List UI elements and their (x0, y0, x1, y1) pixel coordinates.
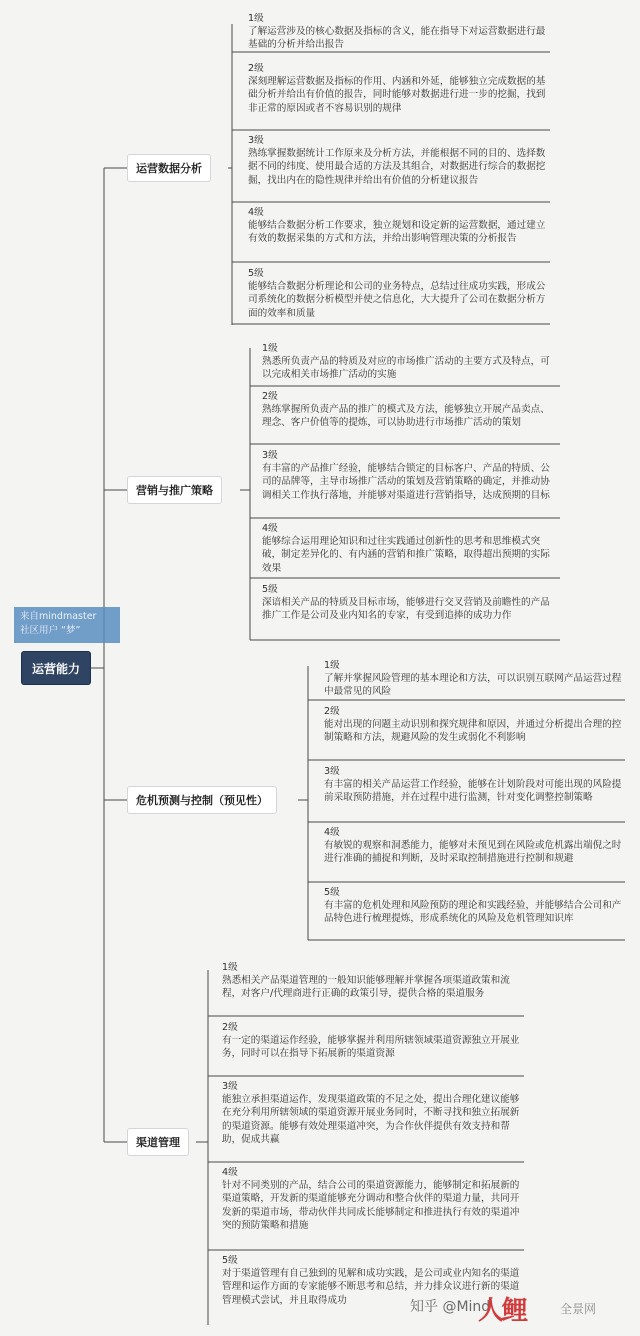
level-text: 深谙相关产品的特质及目标市场，能够进行交叉营销及前瞻性的产品推广工作是公司及业内知名的专家，有受到追捧的成功力作 (262, 597, 550, 622)
level-label: 2级 (262, 391, 278, 402)
topic-channel-management[interactable] (127, 1128, 189, 1156)
level-label: 5级 (222, 1255, 238, 1266)
watermark-badge (14, 607, 120, 643)
level-text: 有敏锐的观察和洞悉能力，能够对未预见到在风险或危机露出端倪之时进行准确的捕捉和判断，及时采取控制措施进行控制和规避 (324, 840, 622, 865)
level-label: 5级 (262, 584, 278, 595)
level-label: 1级 (324, 660, 340, 671)
level-text: 有丰富的危机处理和风险预防的理论和实践经验，并能够结合公司和产品特色进行梳理提炼，形成系统化的风险及危机管理知识库 (324, 900, 622, 925)
root-topic[interactable] (22, 652, 90, 684)
level-node[interactable] (262, 522, 558, 575)
level-node[interactable] (262, 449, 558, 502)
topic-marketing[interactable] (127, 476, 222, 504)
watermark-line-1: 来自mindmaster (20, 611, 97, 622)
level-text: 熟悉所负责产品的特质及对应的市场推广活动的主要方式及特点，可以完成相关市场推广活动的实施 (262, 356, 550, 381)
level-label: 4级 (248, 207, 264, 218)
level-text: 能够综合运用理论知识和过往实践通过创新性的思考和思维模式突破，制定差异化的、有内涵的营销和推广策略，取得超出预期的实际效果 (262, 536, 550, 574)
level-node[interactable] (248, 62, 548, 115)
level-label: 1级 (262, 343, 278, 354)
level-node[interactable] (262, 583, 558, 623)
level-text: 了解运营涉及的核心数据及指标的含义，能在指导下对运营数据进行最基础的分析并给出报告 (248, 26, 546, 51)
level-text: 能够结合数据分析工作要求，独立规划和设定新的运营数据，通过建立有效的数据采集的方式和方法，并给出影响管理决策的分析报告 (248, 220, 546, 245)
level-label: 3级 (262, 450, 278, 461)
topic-label: 危机预测与控制（预见性） (136, 794, 268, 807)
level-node[interactable] (222, 1166, 522, 1232)
level-label: 1级 (222, 962, 238, 973)
level-label: 2级 (248, 63, 264, 74)
level-label: 3级 (324, 766, 340, 777)
level-node[interactable] (262, 342, 558, 382)
root-topic-label: 运营能力 (31, 661, 80, 676)
topic-crisis-control[interactable] (127, 786, 277, 814)
level-node[interactable] (222, 961, 522, 1001)
level-node[interactable] (324, 705, 624, 745)
level-node[interactable] (248, 206, 548, 246)
level-node[interactable] (248, 12, 548, 52)
level-text: 深刻理解运营数据及指标的作用、内涵和外延，能够独立完成数据的基础分析并给出有价值的报告，同时能够对数据进行进一步的挖掘，找到非正常的原因或者不容易识别的规律 (248, 76, 546, 114)
level-node[interactable] (222, 1080, 522, 1146)
level-node[interactable] (324, 826, 624, 866)
level-label: 4级 (324, 827, 340, 838)
level-label: 1级 (248, 13, 264, 24)
level-node[interactable] (248, 267, 548, 320)
level-text: 能对出现的问题主动识别和探究规律和原因，并通过分析提出合理的控制策略和方法，规避风险的发生或弱化不利影响 (324, 719, 622, 744)
watermark-line-2: 社区用户 “梦” (20, 625, 81, 636)
level-node[interactable] (262, 390, 558, 430)
footer-credit: 知乎 @Mind (410, 1299, 491, 1315)
topic-label: 运营数据分析 (136, 162, 202, 175)
level-node[interactable] (222, 1021, 522, 1061)
level-label: 3级 (248, 135, 264, 146)
level-node[interactable] (324, 659, 624, 699)
level-label: 2级 (222, 1022, 238, 1033)
level-text: 有丰富的产品推广经验，能够结合锁定的目标客户、产品的特质、公司的品牌等，主导市场推广活动的策划及营销策略的确定，并推动协调相关工作执行落地，并能够对渠道进行营销指导，达成预期的目标 (262, 463, 550, 501)
site-logo-subtext: 全景网 (560, 1302, 597, 1316)
level-text: 能独立承担渠道运作，发现渠道政策的不足之处，提出合理化建议能够在充分利用所辖领域的渠道资源开展业务同时，不断寻找和独立拓展新的渠道资源。能够有效处理渠道冲突，为合作伙伴提供有效支持和帮助，促成共赢 (222, 1094, 520, 1145)
level-text: 对于渠道管理有自己独到的见解和成功实践，是公司或业内知名的渠道管理和运作方面的专家能够不断思考和总结，并力排众议进行新的渠道管理模式尝试，并且取得成功 (222, 1268, 520, 1306)
level-label: 4级 (222, 1167, 238, 1178)
level-label: 4级 (262, 523, 278, 534)
level-label: 2级 (324, 706, 340, 717)
level-text: 能够结合数据分析理论和公司的业务特点，总结过往成功实践，形成公司系统化的数据分析模型并使之信息化，大大提升了公司在数据分析方面的效率和质量 (248, 281, 546, 319)
level-text: 有一定的渠道运作经验，能够掌握并利用所辖领域渠道资源独立开展业务，同时可以在指导下拓展新的渠道资源 (222, 1035, 520, 1060)
level-text: 熟练掌握数据统计工作原来及分析方法，并能根据不同的目的、选择数据不同的纬度、使用最合适的方法及其组合，对数据进行综合的数据挖掘，找出内在的隐性规律并给出有价值的分析建议报告 (248, 148, 546, 186)
level-text: 了解并掌握风险管理的基本理论和方法，可以识别互联网产品运营过程中最常见的风险 (324, 673, 622, 698)
level-text: 针对不同类别的产品，结合公司的渠道资源能力，能够制定和拓展新的渠道策略，开发新的渠道能够充分调动和整合伙伴的渠道力量，共同开发新的渠道市场，带动伙伴共同成长能够制定和推进执行有效的渠道冲突的预防策略和措施 (222, 1180, 520, 1231)
topic-data-analysis[interactable] (127, 154, 211, 182)
level-node[interactable] (248, 134, 548, 187)
level-label: 5级 (324, 887, 340, 898)
level-node[interactable] (324, 886, 624, 926)
topic-label: 渠道管理 (136, 1136, 180, 1149)
level-text: 熟练掌握所负责产品的推广的模式及方法，能够独立开展产品卖点、理念、客户价值等的提炼，可以协助进行市场推广活动的策划 (262, 404, 550, 429)
level-label: 5级 (248, 268, 264, 279)
site-logo: 人鲤 (478, 1296, 527, 1326)
topic-label: 营销与推广策略 (136, 484, 213, 497)
level-text: 熟悉相关产品渠道管理的一般知识能够理解并掌握各项渠道政策和流程，对客户/代理商进行正确的政策引导，提供合格的渠道服务 (222, 975, 510, 1000)
level-label: 3级 (222, 1081, 238, 1092)
level-text: 有丰富的相关产品运营工作经验，能够在计划阶段对可能出现的风险提前采取预防措施，并在过程中进行监测，针对变化调整控制策略 (324, 779, 622, 804)
level-node[interactable] (324, 765, 624, 805)
